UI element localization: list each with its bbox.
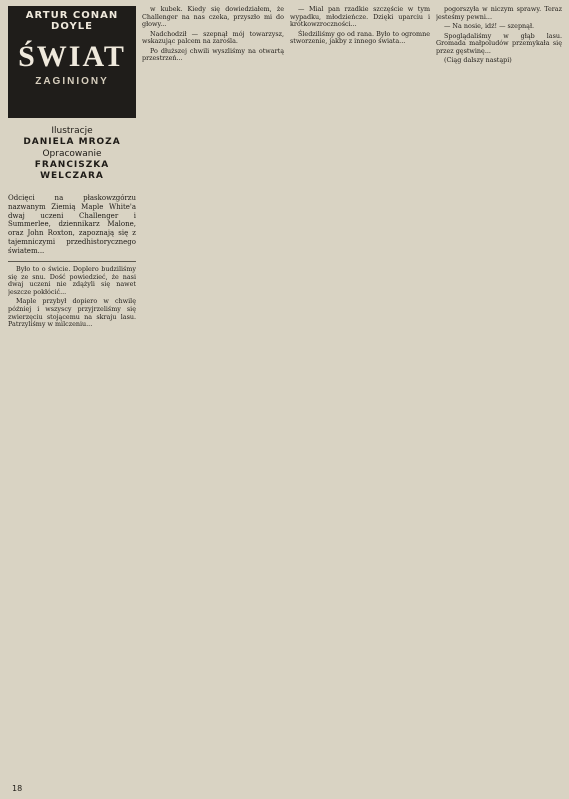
paragraph: Maple przybył dopiero w chwilę później i wszyscy przyjrzeliśmy się zwierzęciu stojącemu na skraju lasu. Patrzyliśmy w milczeniu... xyxy=(8,297,136,329)
book-title: ŚWIAT xyxy=(18,40,126,73)
intro-text: Odcięci na płaskowzgórzu nazwanym Ziemią Maple White'a dwaj uczeni Challenger i Summerlee, dziennikarz Malone, oraz John Roxton, zapoznają się z tajemniczymi przedhistorycznego światem... xyxy=(8,194,136,255)
paragraph: (Ciąg dalszy nastąpi) xyxy=(444,56,512,65)
paragraph: — Mial pan rzadkie szczęście w tym wypadku, młodzieńcze. Dzięki uparciu i krótkowzroczności... xyxy=(290,6,430,29)
illustrator-label: Ilustracje xyxy=(51,126,93,136)
paragraph: Spoglądaliśmy w głąb lasu. Gromada małpoludów przemykała się przez gęstwinę... xyxy=(436,31,562,55)
column-1 xyxy=(8,190,136,780)
paragraph: Nadchodził — szepnął mój towarzysz, wskazując palcem na zarośla. xyxy=(142,29,284,46)
paragraph: Było to o świcie. Doplero budziliśmy się ze snu. Dość powiedzieć, że nasi dwaj uczeni nie zdążyli się nawet jeszcze pokłócić... xyxy=(8,265,136,296)
paragraph: w kubek. Kiedy się dowiedziałem, że Challenger na nas czeka, przyszło mi do głowy... xyxy=(142,6,284,29)
divider xyxy=(8,261,136,262)
page-number: 18 xyxy=(12,784,23,793)
paragraph: — Na nosie, idź! — szepnął. xyxy=(444,22,535,31)
editor-label: Opracowanie xyxy=(42,148,102,159)
column-4 xyxy=(436,6,562,786)
title-block xyxy=(8,6,136,118)
column-3 xyxy=(290,6,430,786)
illustrator-name: DANIELA MROZA xyxy=(23,137,121,148)
paragraph: Śledziliśmy go od rana. Było to ogromne stworzenie, jakby z innego świata... xyxy=(290,29,430,46)
book-subtitle: ZAGINIONY xyxy=(35,76,109,87)
column-2 xyxy=(142,6,284,786)
paragraph: Po dłuższej chwili wyszliśmy na otwartą przestrzeń... xyxy=(142,46,284,63)
author-name: ARTUR CONAN DOYLE xyxy=(25,10,119,32)
paragraph: pogorszyła w niczym sprawy. Teraz jesteśmy pewni... xyxy=(436,6,562,21)
credits xyxy=(8,126,136,182)
editor-name: FRANCISZKA WELCZARA xyxy=(34,159,110,181)
